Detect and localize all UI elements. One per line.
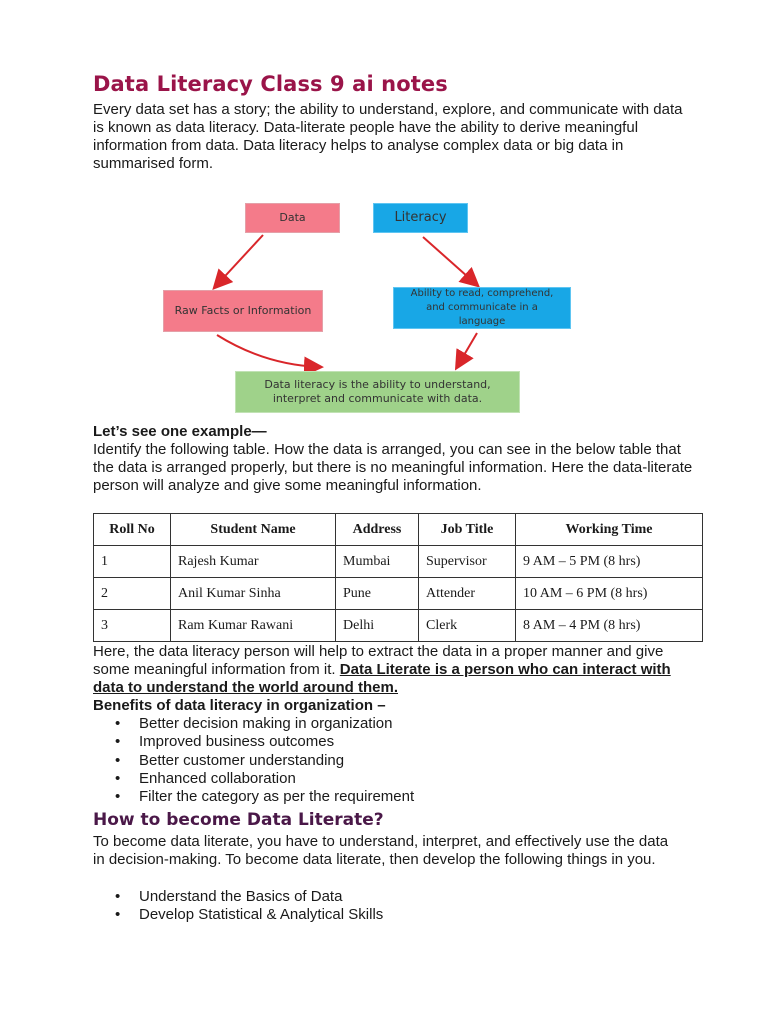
steps-list — [93, 888, 383, 925]
cell-roll-no: 1 — [94, 546, 171, 578]
table-row — [94, 546, 703, 578]
bullet-icon: • — [115, 888, 121, 905]
arrow-literacy-to-ability — [423, 237, 477, 285]
list-item: • Better decision making in organization — [115, 715, 393, 732]
ability-box: Ability to read, comprehend, and communicate in a language — [393, 287, 571, 329]
arrow-raw-to-definition — [217, 335, 320, 367]
table-row — [94, 578, 703, 610]
bullet-icon: • — [115, 769, 121, 787]
cell-job-title: Clerk — [419, 610, 516, 642]
list-item: • Improved business outcomes — [115, 733, 335, 751]
bullet-icon: • — [115, 788, 121, 806]
table-header-row — [94, 514, 703, 546]
cell-student-name: Ram Kumar Rawani — [171, 610, 336, 642]
arrow-ability-to-definition — [457, 333, 477, 367]
data-box: Data — [245, 203, 340, 233]
student-table — [93, 513, 703, 642]
after-table-text: Here, the data literacy person will help to extract the data in a proper manner and give some meaningful information from it. — [93, 643, 664, 678]
section-paragraph: To become data literate, you have to understand, interpret, and effectively use the data in decision-making. To become data literate, then develop the following things in you. — [93, 833, 669, 868]
header-job-title: Job Title — [419, 514, 516, 546]
literacy-box: Literacy — [373, 203, 468, 233]
header-address: Address — [336, 514, 419, 546]
data-literacy-diagram — [155, 195, 554, 420]
cell-address: Mumbai — [336, 546, 419, 578]
literate-definition: Data Literate is a person who can interact with data to understand the world around them. — [93, 661, 671, 696]
definition-box: Data literacy is the ability to understand, interpret and communicate with data. — [235, 371, 520, 413]
cell-job-title: Attender — [419, 578, 516, 610]
cell-working-time: 10 AM – 6 PM (8 hrs) — [516, 578, 703, 610]
benefits-list — [93, 715, 414, 806]
example-paragraph: Identify the following table. How the data is arranged, you can see in the below table that the data is arranged properly, but there is no meaningful information. Here the data-literate person will analyze and give some meaningful information. — [93, 441, 693, 494]
list-item: • Understand the Basics of Data — [115, 888, 343, 905]
cell-working-time: 9 AM – 5 PM (8 hrs) — [516, 546, 703, 578]
bullet-icon: • — [115, 751, 121, 769]
cell-roll-no: 2 — [94, 578, 171, 610]
list-item: • Develop Statistical & Analytical Skills — [115, 906, 384, 924]
cell-address: Pune — [336, 578, 419, 610]
cell-address: Delhi — [336, 610, 419, 642]
bullet-icon: • — [115, 733, 121, 751]
header-working-time: Working Time — [516, 514, 703, 546]
header-roll-no: Roll No — [94, 514, 171, 546]
arrow-data-to-raw — [215, 235, 263, 287]
bullet-icon: • — [115, 715, 121, 732]
cell-roll-no: 3 — [94, 610, 171, 642]
list-item: • Enhanced collaboration — [115, 769, 296, 787]
cell-job-title: Supervisor — [419, 546, 516, 578]
section-heading: How to become Data Literate? — [93, 810, 384, 830]
raw-facts-box: Raw Facts or Information — [163, 290, 323, 332]
cell-student-name: Rajesh Kumar — [171, 546, 336, 578]
cell-working-time: 8 AM – 4 PM (8 hrs) — [516, 610, 703, 642]
list-item: • Better customer understanding — [115, 751, 345, 769]
intro-paragraph: Every data set has a story; the ability to understand, explore, and communicate with data is known as data literacy. Data-literate people have the ability to derive meaningful information from data. Data literacy helps to analyse complex data or big data in summarised form. — [93, 101, 683, 172]
table-row — [94, 610, 703, 642]
benefits-heading: Benefits of data literacy in organization – — [93, 697, 386, 714]
after-table-paragraph — [93, 643, 683, 697]
list-item: • Filter the category as per the requirement — [115, 788, 415, 806]
cell-student-name: Anil Kumar Sinha — [171, 578, 336, 610]
page-title: Data Literacy Class 9 ai notes — [93, 72, 448, 96]
header-student-name: Student Name — [171, 514, 336, 546]
bullet-icon: • — [115, 906, 121, 924]
example-heading: Let’s see one example— — [93, 423, 267, 440]
